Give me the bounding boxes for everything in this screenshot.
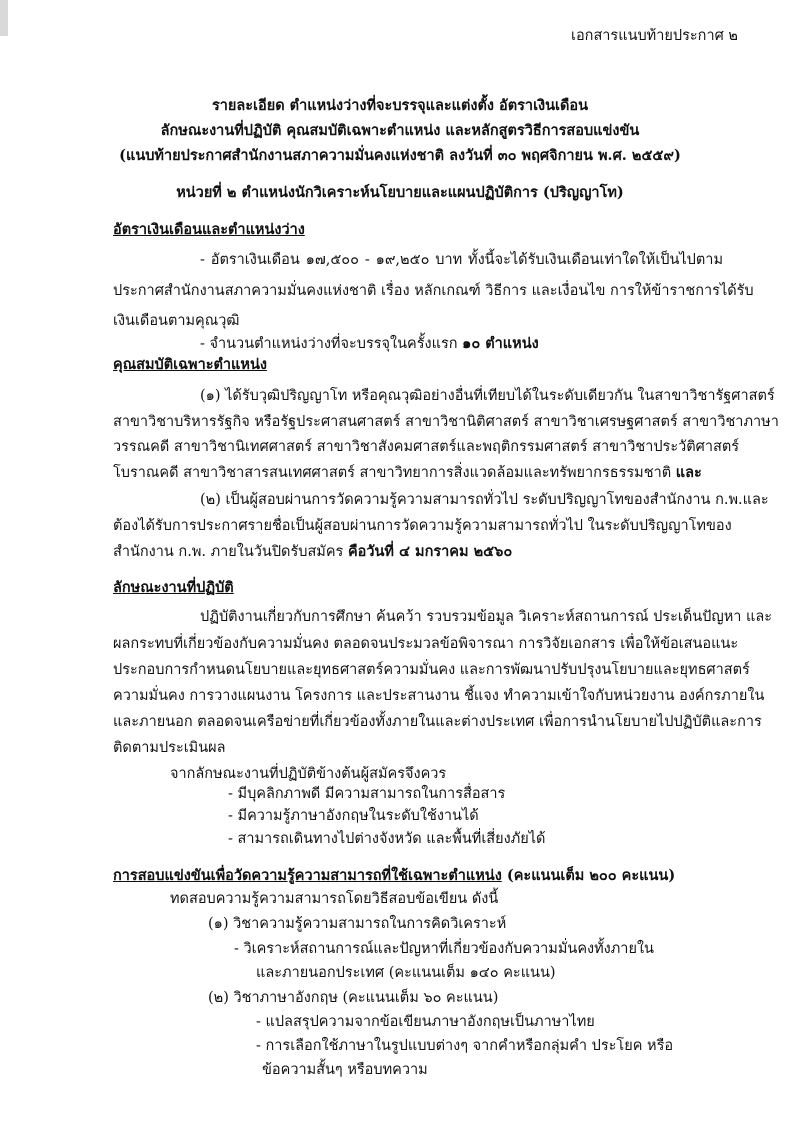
duties-heading: ลักษณะงานที่ปฏิบัติ: [113, 579, 234, 596]
exam-subject-1: (๑) วิชาความรู้ความสามารถในการคิดวิเคราะห์: [208, 916, 507, 932]
salary-line-1: - อัตราเงินเดือน ๑๗,๕๐๐ - ๑๙,๒๕๐ บาท ทั้งนี้จะได้รับเงินเดือนเท่าใดให้เป็นไปตาม: [200, 252, 723, 268]
vacancy-line: [200, 334, 539, 354]
exam-heading-line: [113, 866, 675, 886]
exam-subject-2-item-2-line-2: ข้อความสั้นๆ หรือบทความ: [262, 1062, 428, 1078]
qualification-and: และ: [675, 464, 702, 481]
duties-line-1: ปฏิบัติงานเกี่ยวกับการศึกษา ค้นคว้า รวบรวมข้อมูล วิเคราะห์สถานการณ์ ประเด็นปัญหา และ: [200, 609, 773, 625]
title-line-2: ลักษณะงานที่ปฏิบัติ คุณสมบัติเฉพาะตำแหน่ง และหลักสูตรวิธีการสอบแข่งขัน: [160, 122, 640, 139]
duties-line-5: และภายนอก ตลอดจนเครือข่ายที่เกี่ยวข้องทั้งภายในและต่างประเทศ เพื่อการนำนโยบายไปปฏิบัติและการ: [113, 714, 762, 730]
exam-heading: การสอบแข่งขันเพื่อวัดความรู้ความสามารถที่ใช้เฉพาะตำแหน่ง: [113, 867, 502, 884]
qualification-p1-line-3: วรรณคดี สาขาวิชานิเทศศาสตร์ สาขาวิชาสังคมศาสตร์และพฤติกรรมศาสตร์ สาขาวิชาประวัติศาสตร์: [113, 439, 740, 455]
exam-subject-2: (๒) วิชาภาษาอังกฤษ (คะแนนเต็ม ๖๐ คะแนน): [208, 990, 499, 1006]
exam-subject-2-item-2-line-1: - การเลือกใช้ภาษาในรูปแบบต่างๆ จากคำหรือกลุ่มคำ ประโยค หรือ: [256, 1038, 674, 1054]
duties-line-3: ประกอบการกำหนดนโยบายและยุทธศาสตร์ความมั่นคง และการพัฒนาปรับปรุงนโยบายและยุทธศาสตร์: [113, 662, 750, 678]
exam-subject-1-item-line-1: - วิเคราะห์สถานการณ์และปัญหาที่เกี่ยวข้องกับความมั่นคงทั้งภายใน: [234, 941, 654, 957]
exam-subject-2-item-1: - แปลสรุปความจากข้อเขียนภาษาอังกฤษเป็นภาษาไทย: [256, 1014, 595, 1030]
duties-item-3: - สามารถเดินทางไปต่างจังหวัด และพื้นที่เสี่ยงภัยได้: [228, 831, 546, 847]
exam-subject-1-item-line-2: และภายนอกประเทศ (คะแนนเต็ม ๑๔๐ คะแนน): [256, 965, 556, 981]
qualification-p2-line-3-text: สำนักงาน ก.พ. ภายในวันปิดรับสมัคร: [113, 544, 348, 560]
exam-total-score: (คะแนนเต็ม ๒๐๐ คะแนน): [501, 867, 676, 884]
qualification-p2-line-1: (๒) เป็นผู้สอบผ่านการวัดความรู้ความสามารถทั่วไป ระดับปริญญาโทของสำนักงาน ก.พ.และ: [200, 492, 769, 508]
exam-intro: ทดสอบความรู้ความสามารถโดยวิธีสอบข้อเขียน ดังนี้: [170, 891, 499, 907]
duties-item-1: - มีบุคลิกภาพดี มีความสามารถในการสื่อสาร: [228, 786, 506, 802]
qualification-heading: คุณสมบัติเฉพาะตำแหน่ง: [113, 356, 267, 373]
application-deadline: คือวันที่ ๔ มกราคม ๒๕๖๐: [347, 543, 513, 560]
qualification-p1-line-4: [113, 463, 702, 483]
vacancy-text: - จำนวนตำแหน่งว่างที่จะบรรจุในครั้งแรก: [200, 336, 463, 352]
salary-line-3: เงินเดือนตามคุณวุฒิ: [113, 313, 240, 329]
title-line-1: รายละเอียด ตำแหน่งว่างที่จะบรรจุและแต่งตั้ง อัตราเงินเดือน: [211, 97, 589, 114]
duties-intro: จากลักษณะงานที่ปฏิบัติข้างต้นผู้สมัครจึงควร: [170, 766, 447, 782]
unit-title: หน่วยที่ ๒ ตำแหน่งนักวิเคราะห์นโยบายและแผนปฏิบัติการ (ปริญญาโท): [176, 184, 624, 201]
qualification-p2-line-2: ต้องได้รับการประกาศรายชื่อเป็นผู้สอบผ่านการวัดความรู้ความสามารถทั่วไป ในระดับปริญญาโทของ: [113, 518, 732, 534]
duties-line-2: ผลกระทบที่เกี่ยวข้องกับความมั่นคง ตลอดจนประมวลข้อพิจารณา การวิจัยเอกสาร เพื่อให้ข้อเสนอแนะ: [113, 636, 739, 652]
title-line-3: (แนบท้ายประกาศสำนักงานสภาความมั่นคงแห่งชาติ ลงวันที่ ๓๐ พฤศจิกายน พ.ศ. ๒๕๕๙): [119, 147, 681, 164]
document-label: เอกสารแนบท้ายประกาศ ๒: [571, 28, 738, 44]
vacancy-count: ๑๐ ตำแหน่ง: [462, 335, 539, 352]
qualification-p2-line-3: [113, 542, 512, 562]
salary-heading: อัตราเงินเดือนและตำแหน่งว่าง: [113, 221, 305, 238]
qualification-p1-line-1: (๑) ได้รับวุฒิปริญญาโท หรือคุณวุฒิอย่างอื่นที่เทียบได้ในระดับเดียวกัน ในสาขาวิชารัฐศาสตร์: [200, 388, 775, 404]
salary-line-2: ประกาศสำนักงานสภาความมั่นคงแห่งชาติ เรื่อง หลักเกณฑ์ วิธีการ และเงื่อนไข การให้ข้าราชการได้รับ: [113, 283, 754, 299]
duties-line-4: ความมั่นคง การวางแผนงาน โครงการ และประสานงาน ชี้แจง ทำความเข้าใจกับหน่วยงาน องค์กรภายใน: [113, 688, 765, 704]
qualification-p1-line-2: สาขาวิชาบริหารรัฐกิจ หรือรัฐประศาสนศาสตร์ สาขาวิชานิติศาสตร์ สาขาวิชาเศรษฐศาสตร์ สาขาวิชาภาษา: [113, 414, 779, 430]
qualification-p1-line-4-text: โบราณคดี สาขาวิชาสารสนเทศศาสตร์ สาขาวิทยาการสิ่งแวดล้อมและทรัพยากรธรรมชาติ: [113, 465, 676, 481]
duties-item-2: - มีความรู้ภาษาอังกฤษในระดับใช้งานได้: [228, 808, 479, 824]
duties-line-6: ติดตามประเมินผล: [113, 740, 226, 756]
